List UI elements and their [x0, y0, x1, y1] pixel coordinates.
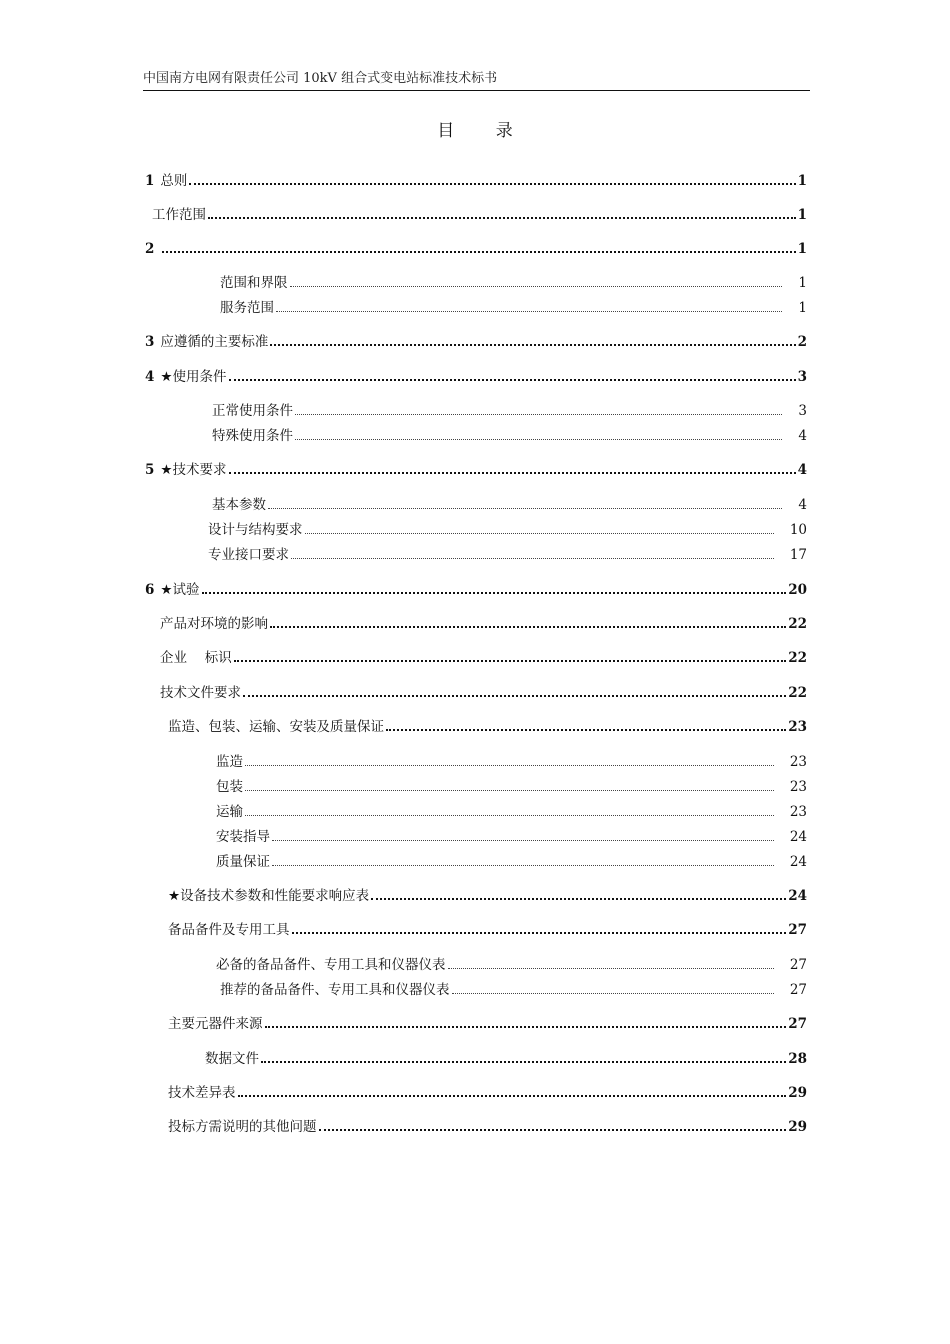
toc-leader-dots — [202, 591, 787, 594]
toc-entry[interactable] — [168, 1114, 807, 1136]
toc-entry[interactable] — [216, 774, 807, 796]
toc-entry-label: 工作范围 — [152, 207, 206, 223]
toc-leader-dots — [229, 378, 796, 381]
toc-leader-dots — [270, 625, 786, 628]
toc-entry-label: 专业接口要求 — [208, 547, 289, 563]
toc-entry-label: 运输 — [216, 804, 243, 820]
toc-entry-label: 技术文件要求 — [160, 685, 241, 701]
toc-entry[interactable] — [145, 236, 807, 258]
toc-entry[interactable] — [216, 849, 807, 871]
toc-entry-label: 安装指导 — [216, 829, 270, 845]
toc-entry-label: 基本参数 — [212, 497, 266, 513]
toc-entry[interactable] — [216, 749, 807, 771]
toc-entry-label: ★技术要求 — [160, 462, 227, 478]
toc-entry-page: 23 — [789, 804, 807, 820]
toc-entry[interactable] — [145, 577, 807, 599]
toc-entry-label: 监造、包装、运输、安装及质量保证 — [168, 719, 384, 735]
toc-entry-page: 4 — [797, 462, 807, 478]
toc-entry-label: 技术差异表 — [168, 1085, 236, 1101]
toc-entry[interactable] — [220, 977, 807, 999]
toc-entry-page: 22 — [788, 650, 807, 666]
toc-entry-page: 1 — [797, 173, 807, 189]
toc-entry-label: 总则 — [160, 173, 188, 189]
toc-entry-page: 23 — [789, 779, 807, 795]
toc-entry-page: 4 — [798, 497, 807, 513]
toc-leader-dots — [162, 250, 795, 253]
toc-entry-page: 27 — [788, 1016, 807, 1032]
toc-entry-page: 29 — [788, 1119, 807, 1135]
toc-entry-page: 1 — [797, 241, 807, 257]
toc-leader-dots — [208, 216, 796, 219]
toc-leader-dots — [265, 1025, 787, 1028]
toc-leader-dots — [245, 814, 774, 816]
toc-entry-number: 2 — [145, 241, 155, 257]
toc-leader-dots — [268, 507, 782, 509]
toc-entry[interactable] — [216, 824, 807, 846]
toc-entry-page: 24 — [789, 854, 807, 870]
toc-entry-label: 必备的备品备件、专用工具和仪器仪表 — [216, 957, 446, 973]
toc-entry-page: 27 — [788, 922, 807, 938]
toc-entry-label: 特殊使用条件 — [212, 428, 293, 444]
toc-entry[interactable] — [208, 517, 807, 539]
toc-entry[interactable] — [160, 611, 807, 633]
toc-leader-dots — [234, 659, 786, 662]
toc-entry[interactable] — [216, 799, 807, 821]
toc-entry-page: 1 — [798, 300, 807, 316]
toc-leader-dots — [295, 438, 782, 440]
toc-leader-dots — [386, 728, 786, 731]
toc-entry[interactable] — [168, 1011, 807, 1033]
toc-leader-dots — [270, 343, 795, 346]
toc-entry[interactable] — [168, 714, 807, 736]
toc-entry-label: 产品对环境的影响 — [160, 616, 268, 632]
toc-entry-label: 范围和界限 — [220, 275, 288, 291]
toc-entry[interactable] — [205, 1046, 807, 1068]
toc-entry[interactable] — [212, 398, 807, 420]
toc-entry-label: ★设备技术参数和性能要求响应表 — [168, 888, 370, 904]
toc-entry-page: 22 — [788, 685, 807, 701]
toc-entry-number: 1 — [145, 173, 155, 189]
toc-entry-page: 23 — [789, 754, 807, 770]
toc-entry-label: 设计与结构要求 — [208, 522, 303, 538]
toc-entry[interactable] — [216, 952, 807, 974]
toc-entry-page: 3 — [798, 403, 807, 419]
toc-leader-dots — [295, 413, 782, 415]
toc-leader-dots — [291, 557, 774, 559]
toc-entry-page: 23 — [788, 719, 807, 735]
toc-entry-label: 数据文件 — [205, 1051, 259, 1067]
toc-leader-dots — [292, 931, 787, 934]
toc-entry-label: 监造 — [216, 754, 243, 770]
toc-leader-dots — [448, 967, 774, 969]
toc-entry-number: 5 — [145, 462, 155, 478]
toc-entry-number: 6 — [145, 582, 155, 598]
toc-leader-dots — [243, 694, 786, 697]
toc-leader-dots — [245, 764, 774, 766]
toc-entry[interactable] — [220, 270, 807, 292]
toc-entry[interactable] — [168, 1080, 807, 1102]
toc-entry-label: 正常使用条件 — [212, 403, 293, 419]
toc-entry-label: 质量保证 — [216, 854, 270, 870]
toc-entry[interactable] — [160, 645, 807, 667]
toc-entry-label: 服务范围 — [220, 300, 274, 316]
toc-entry-page: 1 — [798, 275, 807, 291]
toc-entry-page: 10 — [789, 522, 807, 538]
toc-leader-dots — [245, 789, 774, 791]
toc-entry[interactable] — [152, 202, 807, 224]
toc-entry-label: 投标方需说明的其他问题 — [168, 1119, 317, 1135]
toc-entry[interactable] — [145, 168, 807, 190]
toc-entry-number: 3 — [145, 334, 155, 350]
toc-entry[interactable] — [212, 492, 807, 514]
toc-entry-page: 27 — [789, 982, 807, 998]
toc-entry-page: 24 — [788, 888, 807, 904]
toc-leader-dots — [272, 864, 774, 866]
toc-entry-label: ★试验 — [160, 582, 200, 598]
toc-entry-page: 29 — [788, 1085, 807, 1101]
toc-leader-dots — [319, 1128, 787, 1131]
toc-leader-dots — [189, 182, 795, 185]
toc-leader-dots — [272, 839, 774, 841]
page-header — [143, 70, 810, 91]
toc-entry-label: 备品备件及专用工具 — [168, 922, 290, 938]
toc-entry-page: 4 — [798, 428, 807, 444]
toc-leader-dots — [276, 310, 782, 312]
toc-entry[interactable] — [145, 457, 807, 479]
toc-entry-page: 17 — [789, 547, 807, 563]
toc-entry-label: 应遵循的主要标准 — [160, 334, 269, 350]
toc-entry-label: ★使用条件 — [160, 369, 227, 385]
toc-entry[interactable] — [160, 680, 807, 702]
toc-leader-dots — [238, 1094, 787, 1097]
toc-entry-label: 包装 — [216, 779, 243, 795]
toc-entry[interactable] — [220, 295, 807, 317]
toc-entry-number: 4 — [145, 369, 155, 385]
toc-entry-page: 20 — [788, 582, 807, 598]
header-text: 中国南方电网有限责任公司 10kV 组合式变电站标准技术标书 — [143, 71, 498, 86]
toc-entry[interactable] — [168, 883, 807, 905]
toc-entry-label: 推荐的备品备件、专用工具和仪器仪表 — [220, 982, 450, 998]
toc-leader-dots — [452, 992, 774, 994]
page-title: 目 录 — [437, 121, 531, 141]
toc-entry-page: 2 — [797, 334, 807, 350]
toc-entry[interactable] — [212, 423, 807, 445]
toc-entry[interactable] — [208, 542, 807, 564]
toc-entry[interactable] — [168, 917, 807, 939]
toc-leader-dots — [229, 471, 796, 474]
toc-entry[interactable] — [145, 329, 807, 351]
toc-entry-label: 企业 标识 — [160, 650, 232, 666]
toc-entry-label: 主要元器件来源 — [168, 1016, 263, 1032]
toc-entry-page: 27 — [789, 957, 807, 973]
toc-entry[interactable] — [145, 364, 807, 386]
toc-entry-page: 22 — [788, 616, 807, 632]
toc-leader-dots — [261, 1060, 786, 1063]
toc-entry-page: 1 — [797, 207, 807, 223]
toc-entry-page: 28 — [788, 1051, 807, 1067]
toc-entry-page: 3 — [797, 369, 807, 385]
toc-leader-dots — [290, 285, 783, 287]
toc-entry-page: 24 — [789, 829, 807, 845]
toc-leader-dots — [371, 897, 786, 900]
toc-leader-dots — [305, 532, 774, 534]
